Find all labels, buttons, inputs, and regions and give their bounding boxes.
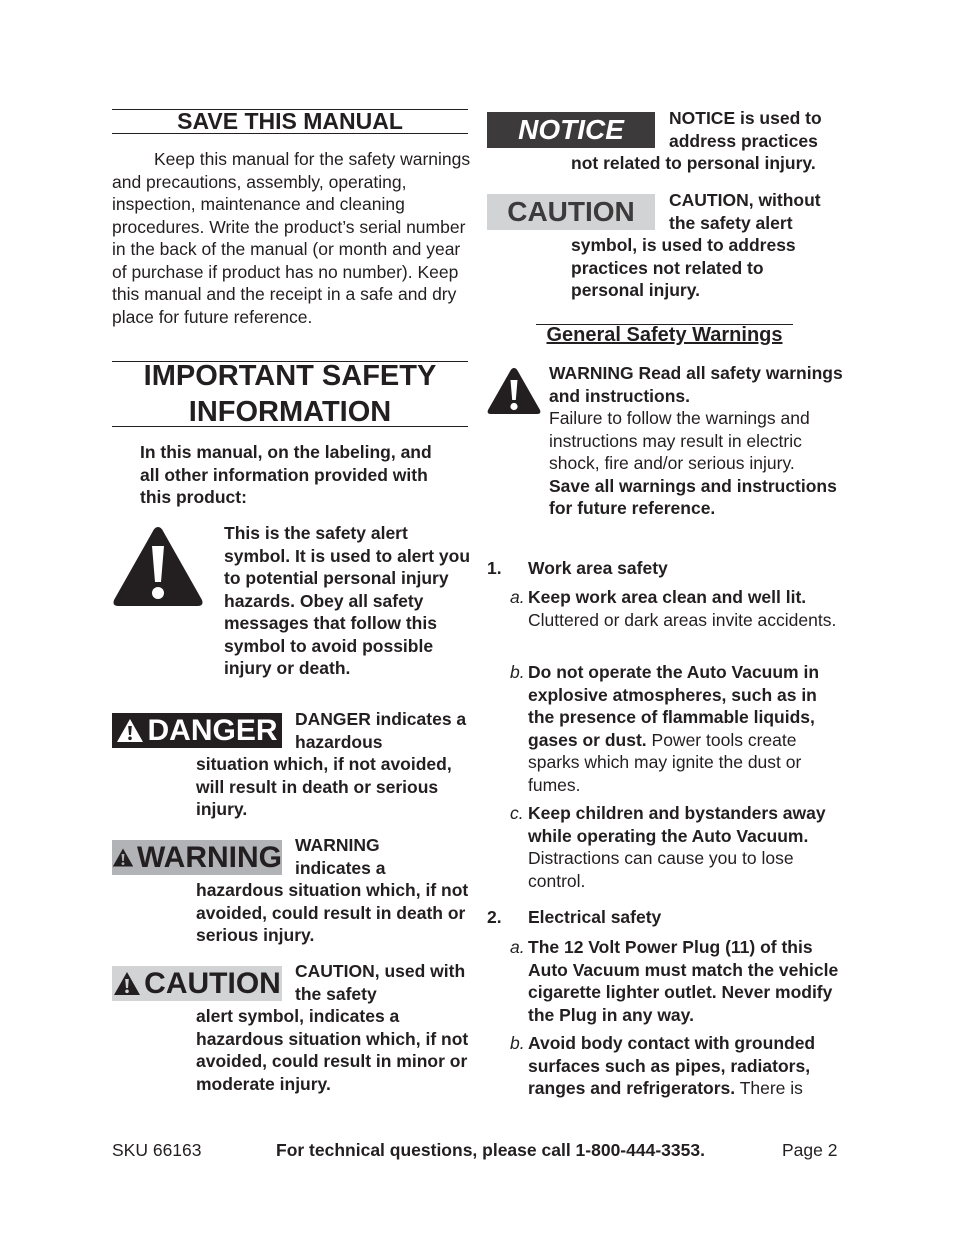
caution-no-symbol-description-rest: symbol, is used to address practices not related to personal injury. bbox=[571, 235, 796, 300]
danger-description-rest: situation which, if not avoided, will result in death or serious injury. bbox=[196, 754, 452, 819]
item-text: Distractions can cause you to lose control. bbox=[528, 848, 794, 891]
list-item bbox=[528, 586, 844, 631]
general-safety-title: General Safety Warnings bbox=[546, 324, 783, 346]
isi-title-rule-bottom bbox=[112, 426, 468, 427]
danger-label bbox=[112, 713, 282, 748]
list-item bbox=[528, 802, 844, 892]
item-bold: Keep work area clean and well lit. bbox=[528, 587, 807, 607]
general-warning-text bbox=[549, 362, 849, 520]
caution-label bbox=[112, 966, 282, 1001]
notice-label-text: NOTICE bbox=[518, 114, 624, 145]
caution-label-text: CAUTION bbox=[144, 966, 281, 1000]
list-item bbox=[528, 661, 844, 796]
important-safety-title-line1: IMPORTANT SAFETY bbox=[143, 360, 437, 392]
warning-label-text: WARNING bbox=[137, 840, 282, 874]
important-safety-title bbox=[112, 358, 468, 430]
caution-alert-icon bbox=[113, 971, 141, 996]
footer-sku: SKU 66163 bbox=[112, 1140, 202, 1160]
danger-label-text: DANGER bbox=[147, 713, 278, 747]
item-letter: a. bbox=[510, 587, 525, 607]
notice-label bbox=[487, 112, 655, 148]
danger-alert-icon bbox=[116, 718, 144, 743]
list-item bbox=[528, 1032, 844, 1100]
item-bold: Do not operate the Auto Vacuum in explosive atmospheres, such as in the presence of flammable liquids, gases or dust. bbox=[528, 662, 820, 750]
caution-no-symbol-label bbox=[487, 194, 655, 230]
section-number: 2. bbox=[487, 907, 502, 927]
notice-description-rest: not related to personal injury. bbox=[571, 153, 816, 173]
notice-description-head: NOTICE is used to address practices bbox=[669, 108, 822, 151]
general-warning-save: Save all warnings and instructions for future reference. bbox=[549, 475, 837, 518]
warning-triangle-icon bbox=[486, 366, 542, 416]
list-item bbox=[528, 936, 844, 1026]
caution-no-symbol-label-text: CAUTION bbox=[507, 196, 635, 227]
general-warning-body: Failure to follow the warnings and instructions may result in electric shock, fire and/or serious injury. bbox=[549, 408, 810, 473]
item-bold: The 12 Volt Power Plug (11) of this Auto Vacuum must match the vehicle cigarette lighter outlet. Never modify the Plug in any way. bbox=[528, 937, 839, 1025]
save-manual-title: SAVE THIS MANUAL bbox=[177, 108, 403, 134]
section-title: Work area safety bbox=[528, 558, 668, 578]
footer-tech-support: For technical questions, please call 1-800-444-3353. bbox=[276, 1140, 705, 1160]
save-title-rule-bottom bbox=[112, 133, 468, 134]
warning-alert-icon bbox=[112, 845, 134, 870]
footer-page-number: Page 2 bbox=[782, 1140, 838, 1160]
item-letter: c. bbox=[510, 803, 524, 823]
save-manual-body: Keep this manual for the safety warnings and precautions, assembly, operating, inspection, maintenance and cleaning procedures. Write the product’s serial number in the back of the manual (or month and year of purchase if product has no number). Keep this manual and the receipt in a safe and dry place for future reference. bbox=[112, 149, 471, 327]
safety-alert-icon bbox=[112, 524, 204, 608]
item-text: Cluttered or dark areas invite accidents. bbox=[528, 609, 837, 630]
item-bold: Avoid body contact with grounded surfaces such as pipes, radiators, ranges and refrigerators. bbox=[528, 1033, 816, 1098]
section-title: Electrical safety bbox=[528, 907, 662, 927]
item-letter: a. bbox=[510, 937, 525, 957]
caution-description-rest: alert symbol, indicates a hazardous situation which, if not avoided, could result in minor or moderate injury. bbox=[196, 1006, 469, 1094]
safety-alert-symbol-text: This is the safety alert symbol. It is used to alert you to potential personal injury hazards. Obey all safety messages that follow this symbol to avoid possible injury or death. bbox=[224, 523, 471, 678]
warning-label bbox=[112, 840, 282, 875]
important-safety-intro: In this manual, on the labeling, and all other information provided with this product: bbox=[140, 442, 432, 507]
item-letter: b. bbox=[510, 1033, 525, 1053]
item-text: Power tools create sparks which may ignite the dust or fumes. bbox=[528, 729, 802, 795]
item-bold: Keep children and bystanders away while operating the Auto Vacuum. bbox=[528, 803, 826, 846]
caution-no-symbol-description-head: CAUTION, without the safety alert bbox=[669, 190, 821, 233]
important-safety-title-line2: INFORMATION bbox=[188, 396, 392, 428]
warning-description-rest: hazardous situation which, if not avoided, could result in death or serious injury. bbox=[196, 880, 469, 945]
warning-description-head: WARNING indicates a bbox=[295, 835, 386, 878]
danger-description-head: DANGER indicates a hazardous bbox=[295, 709, 467, 752]
section-number: 1. bbox=[487, 558, 502, 578]
item-letter: b. bbox=[510, 662, 525, 682]
general-warning-bold: WARNING Read all safety warnings and instructions. bbox=[549, 363, 843, 406]
caution-description-head: CAUTION, used with the safety bbox=[295, 961, 466, 1004]
item-text: There is bbox=[739, 1078, 803, 1098]
